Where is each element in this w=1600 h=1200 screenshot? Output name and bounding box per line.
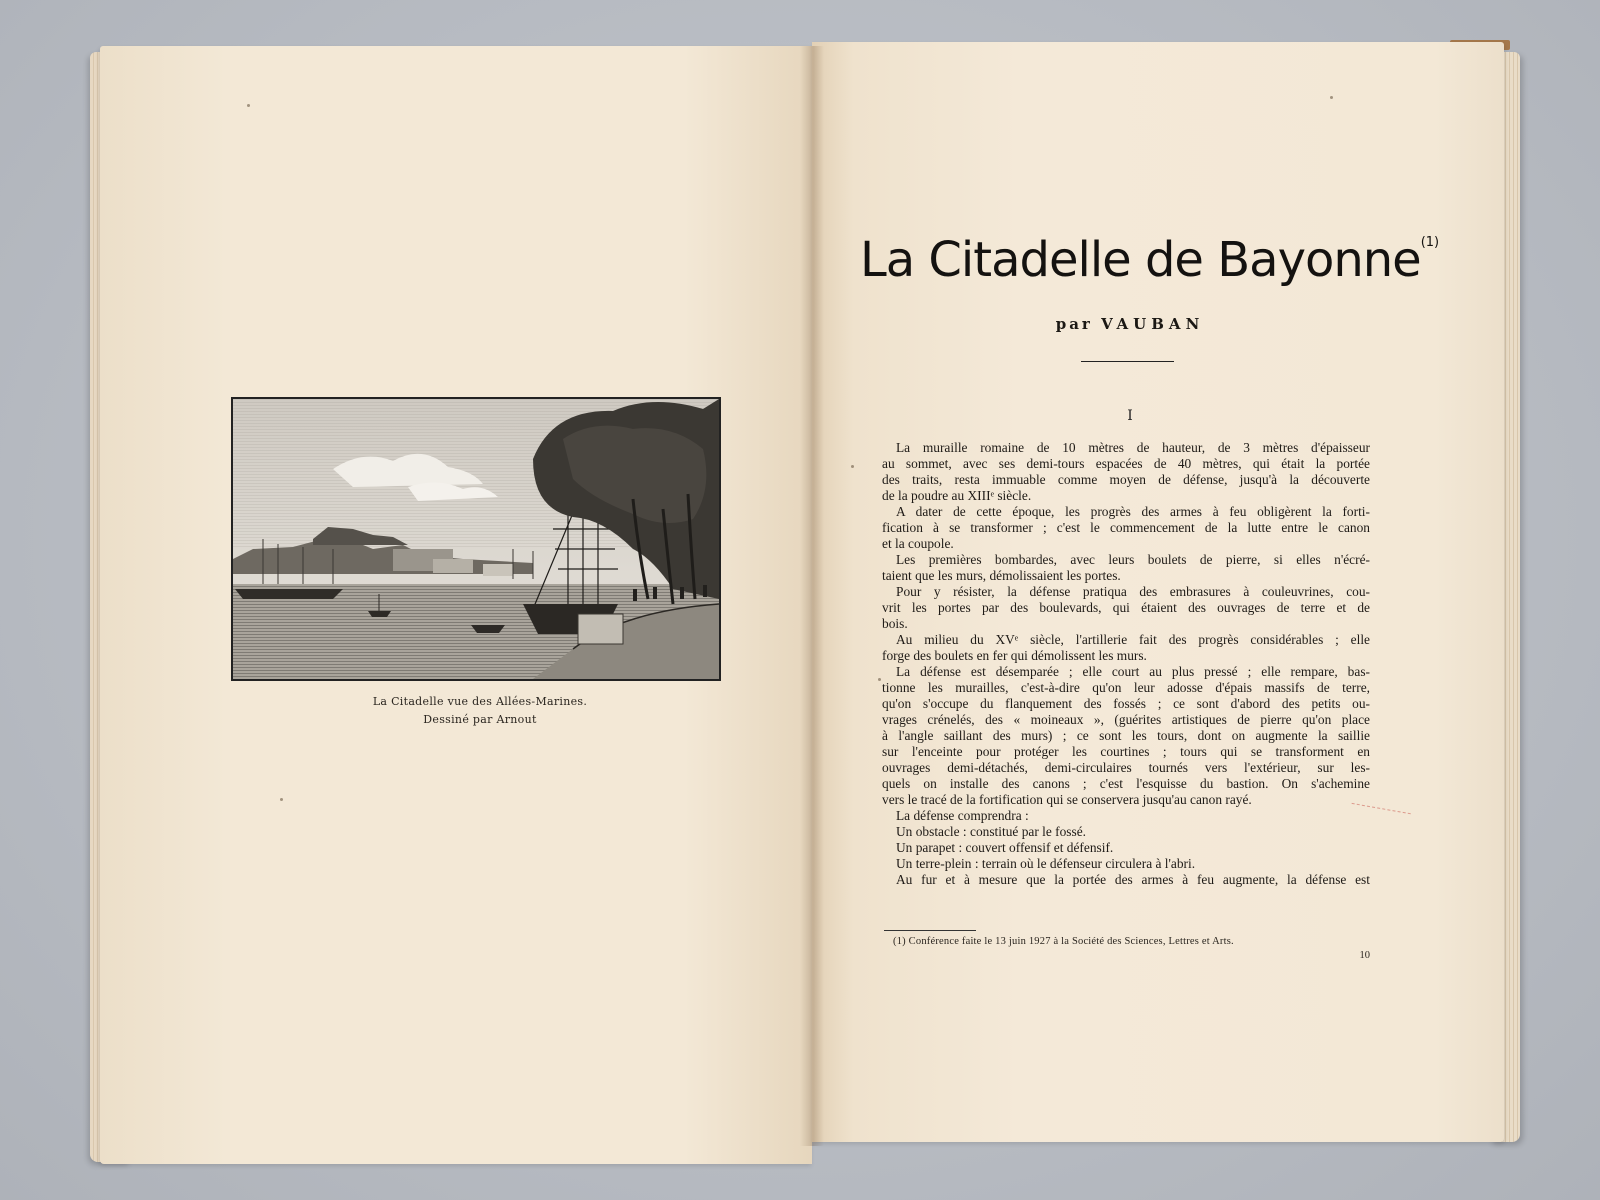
body-line: Pour y résister, la défense pratiqua des embrasures à couleuvrines, cou- — [896, 584, 1370, 599]
footnote: (1) Conférence faite le 13 juin 1927 à la Société des Sciences, Lettres et Arts. — [893, 936, 1234, 947]
body-line: ouvrages demi-détachés, demi-circulaires tournés vers l'extérieur, sur les- — [882, 760, 1370, 775]
body-line: et la coupole. — [882, 536, 954, 551]
body-line: au sommet, avec ses demi-tours espacées de 40 mètres, qui était la portée — [882, 456, 1370, 471]
byline-prefix: par — [1055, 315, 1093, 333]
body-line: tionne les murailles, c'est-à-dire qu'on leur adosse d'épais massifs de terre, — [882, 680, 1370, 695]
paper-speck — [878, 678, 881, 681]
citadel-engraving — [231, 397, 721, 681]
body-line: La défense comprendra : — [896, 808, 1029, 823]
title-footnote-marker: (1) — [1420, 235, 1440, 250]
byline-author: VAUBAN — [1101, 315, 1205, 333]
section-number: I — [1127, 408, 1133, 424]
paper-speck — [280, 798, 283, 801]
body-line: Au milieu du XVᵉ siècle, l'artillerie fait des progrès considérables ; elle — [896, 632, 1370, 647]
paper-speck — [851, 465, 854, 468]
caption-line-1: La Citadelle vue des Allées-Marines. — [372, 695, 588, 708]
engraving-drawing — [233, 399, 719, 679]
body-line: Un obstacle : constitué par le fossé. — [896, 824, 1087, 839]
body-line: bois. — [882, 616, 908, 631]
footnote-divider — [884, 930, 976, 931]
page-number: 10 — [1359, 950, 1370, 961]
article-body — [882, 440, 1370, 888]
body-line: vrit les portes par des boulevards, qui étaient des ouvrages de terre et de — [882, 600, 1370, 615]
body-line: à l'angle saillant des murs) ; ce sont les tours, dont on augmente la saillie — [882, 728, 1370, 743]
body-line: de la poudre au XIIIᵉ siècle. — [882, 488, 1032, 503]
body-line: Un parapet : couvert offensif et défensif. — [896, 840, 1114, 855]
title-text: La Citadelle de Bayonne — [860, 232, 1421, 288]
body-line: La défense est désemparée ; elle court au plus pressé ; elle rempare, bas- — [896, 664, 1370, 679]
illustration-caption — [300, 693, 660, 729]
body-line: La muraille romaine de 10 mètres de hauteur, de 3 mètres d'épaisseur — [896, 440, 1370, 455]
body-line: Au fur et à mesure que la portée des armes à feu augmente, la défense est — [896, 872, 1370, 887]
paper-speck — [1330, 96, 1333, 99]
paper-speck — [247, 104, 250, 107]
byline — [960, 315, 1300, 333]
title-divider — [1081, 361, 1174, 362]
body-line: Un terre-plein : terrain où le défenseur circulera à l'abri. — [896, 856, 1196, 871]
book-gutter — [800, 46, 824, 1146]
body-line: A dater de cette époque, les progrès des armes à feu obligèrent la forti- — [896, 504, 1370, 519]
body-line: qu'on s'occupe du flanquement des fossés ; ce sont d'abord des petits ou- — [882, 696, 1370, 711]
body-line: des traits, resta immuable comme moyen de défense, jusqu'à la découverte — [882, 472, 1370, 487]
article-title — [860, 232, 1440, 288]
body-line: vers le tracé de la fortification qui se conservera jusqu'au canon rayé. — [882, 792, 1252, 807]
body-line: vrages crénelés, des « moineaux », (guérites artistiques de pierre qu'on place — [882, 712, 1370, 727]
body-line: sur l'enceinte pour protéger les courtines ; tours qui se transforment en — [882, 744, 1370, 759]
body-line: fication à se transformer ; c'est le commencement de la lutte entre le canon — [882, 520, 1370, 535]
body-line: quels on installe des canons ; c'est l'esquisse du bastion. On s'achemine — [882, 776, 1370, 791]
caption-line-2: Dessiné par Arnout — [423, 713, 537, 726]
body-line: Les premières bombardes, avec leurs boulets de pierre, si elles n'écré- — [896, 552, 1370, 567]
body-line: forge des boulets en fer qui démolissent les murs. — [882, 648, 1147, 663]
body-line: taient que les murs, démolissaient les portes. — [882, 568, 1121, 583]
